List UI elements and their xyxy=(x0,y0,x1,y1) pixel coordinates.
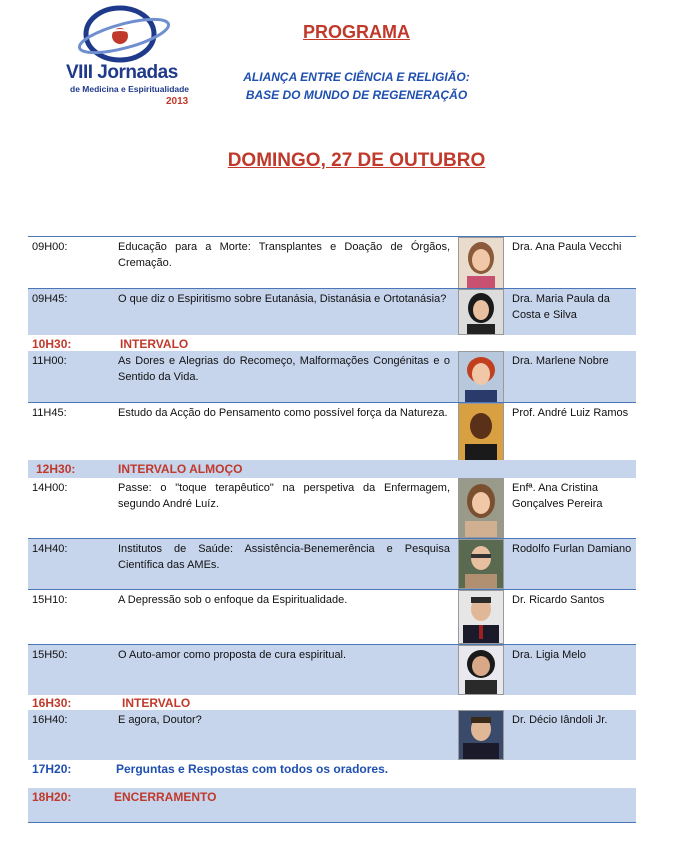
logo-subtitle: de Medicina e Espiritualidade xyxy=(70,84,190,94)
row-time: 09H45: xyxy=(32,293,68,305)
speaker-photo xyxy=(458,590,504,644)
row-time: 11H00: xyxy=(32,355,67,367)
speaker-photo xyxy=(458,645,504,695)
speaker-photo xyxy=(458,237,504,289)
portrait-woman-5-icon xyxy=(459,646,503,694)
schedule-row xyxy=(28,236,636,289)
subtitle-line-2: BASE DO MUNDO DE REGENERAÇÃO xyxy=(245,88,468,102)
qa-row xyxy=(28,760,636,788)
logo-title: VIII Jornadas xyxy=(66,62,178,83)
break-row xyxy=(28,335,636,351)
speaker-photo xyxy=(458,351,504,403)
row-topic: E agora, Doutor? xyxy=(118,714,202,726)
portrait-woman-1-icon xyxy=(459,238,503,288)
row-speaker: Prof. André Luiz Ramos xyxy=(512,407,629,419)
row-time: 18H20: xyxy=(32,790,72,804)
row-time: 16H40: xyxy=(32,714,68,726)
row-time: 15H50: xyxy=(32,649,68,661)
row-topic: Institutos de Saúde: Assistência-Benemerência e Pesquisa Científica das AMEs. xyxy=(118,543,450,571)
table-bottom-rule xyxy=(28,822,636,823)
subtitle-line-1: ALIANÇA ENTRE CIÊNCIA E RELIGIÃO: xyxy=(243,70,470,84)
portrait-man-4-icon xyxy=(459,711,503,759)
closing-label: ENCERRAMENTO xyxy=(114,790,217,804)
portrait-man-3-icon xyxy=(459,591,503,643)
portrait-man-2-icon xyxy=(459,540,503,588)
schedule-row xyxy=(28,644,636,695)
row-speaker: Dra. Ana Paula Vecchi xyxy=(512,241,622,253)
row-topic: Estudo da Acção do Pensamento como possível força da Natureza. xyxy=(118,407,448,419)
row-speaker: Dra. Maria Paula da Costa e Silva xyxy=(512,293,610,321)
row-time: 11H45: xyxy=(32,407,67,419)
speaker-photo xyxy=(458,478,504,538)
schedule-row xyxy=(28,351,636,402)
row-topic: A Depressão sob o enfoque da Espiritualidade. xyxy=(118,594,348,606)
speaker-photo xyxy=(458,710,504,760)
schedule-row xyxy=(28,402,636,461)
break-label: INTERVALO ALMOÇO xyxy=(118,462,243,476)
row-speaker: Dr. Décio Iândoli Jr. xyxy=(512,714,608,726)
portrait-man-1-icon xyxy=(459,404,503,460)
page-title: PROGRAMA xyxy=(303,22,410,42)
row-speaker: Dr. Ricardo Santos xyxy=(512,594,605,606)
schedule-row xyxy=(28,538,636,589)
row-time: 14H40: xyxy=(32,543,68,555)
event-date: DOMINGO, 27 DE OUTUBRO xyxy=(227,150,486,171)
row-time: 15H10: xyxy=(32,594,68,606)
row-speaker: Dra. Marlene Nobre xyxy=(512,355,609,367)
portrait-woman-2-icon xyxy=(459,290,503,334)
row-time: 14H00: xyxy=(32,482,68,494)
speaker-photo xyxy=(458,539,504,589)
break-row xyxy=(28,460,636,478)
row-time: 10H30: xyxy=(32,337,72,351)
schedule-row xyxy=(28,710,636,760)
portrait-woman-4-icon xyxy=(459,479,503,537)
row-topic: Passe: o "toque terapêutico" na perspetiva da Enfermagem, segundo André Luíz. xyxy=(118,482,450,510)
row-topic: O que diz o Espiritismo sobre Eutanásia, Distanásia e Ortotanásia? xyxy=(118,293,447,305)
row-time: 16H30: xyxy=(32,696,72,710)
closing-row xyxy=(28,788,636,822)
qa-label: Perguntas e Respostas com todos os oradores. xyxy=(116,762,389,776)
row-speaker: Rodolfo Furlan Damiano xyxy=(512,543,632,555)
break-label: INTERVALO xyxy=(120,337,189,351)
portrait-woman-3-icon xyxy=(459,352,503,402)
row-time: 12H30: xyxy=(36,462,76,476)
break-row xyxy=(28,694,636,710)
logo-year: 2013 xyxy=(166,96,189,107)
row-topic: O Auto-amor como proposta de cura espiritual. xyxy=(118,649,347,661)
schedule-row xyxy=(28,478,636,538)
row-time: 17H20: xyxy=(32,762,72,776)
speaker-photo xyxy=(458,289,504,335)
break-label: INTERVALO xyxy=(122,696,191,710)
row-speaker: Dra. Ligia Melo xyxy=(512,649,586,661)
row-time: 09H00: xyxy=(32,241,68,253)
schedule-row xyxy=(28,589,636,645)
row-topic: As Dores e Alegrias do Recomeço, Malformações Congénitas e o Sentido da Vida. xyxy=(118,355,450,383)
schedule-row xyxy=(28,288,636,335)
row-topic: Educação para a Morte: Transplantes e Doação de Órgãos, Cremação. xyxy=(118,241,450,269)
speaker-photo xyxy=(458,403,504,461)
row-speaker: Enfª. Ana Cristina Gonçalves Pereira xyxy=(512,482,603,510)
